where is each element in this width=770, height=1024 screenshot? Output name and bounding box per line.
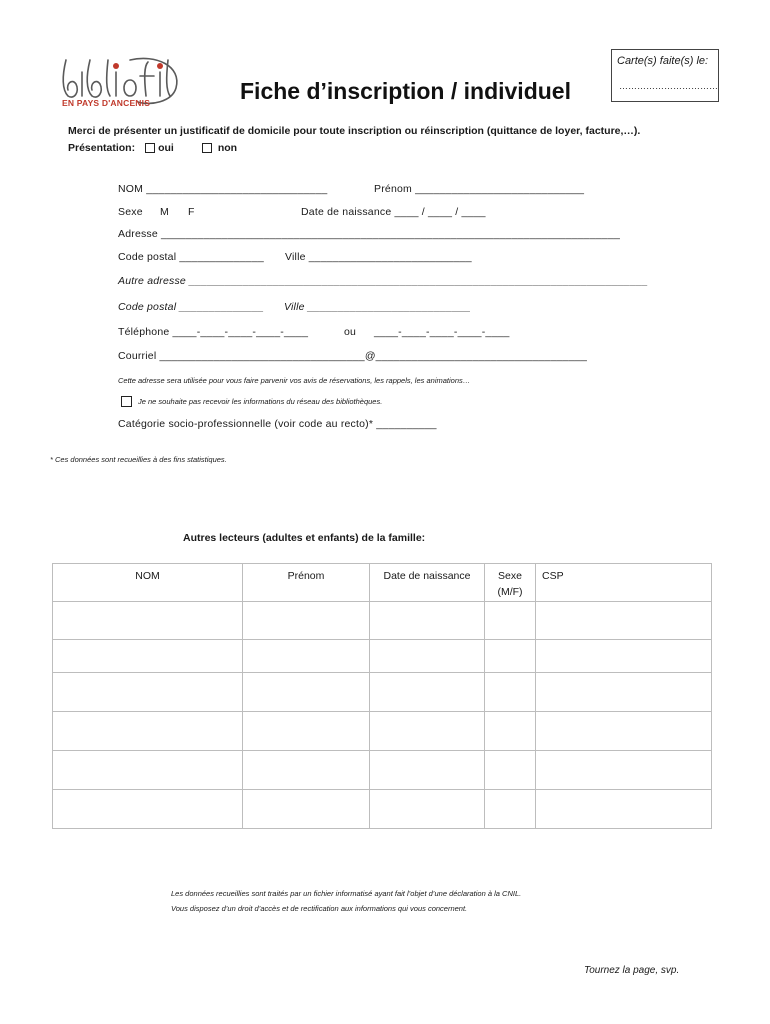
members-heading: Autres lecteurs (adultes et enfants) de la famille: xyxy=(183,532,426,544)
checkbox-icon[interactable] xyxy=(121,396,132,407)
presentation-yes-label: oui xyxy=(158,142,174,154)
table-cell[interactable] xyxy=(485,751,536,790)
table-cell[interactable] xyxy=(536,640,712,673)
presentation-no-label: non xyxy=(217,142,238,154)
email-usage-note: Cette adresse sera utilisée pour vous faire parvenir vos avis de réservations, les rappels, les animations… xyxy=(118,376,471,385)
table-cell[interactable] xyxy=(485,712,536,751)
col-header-sexe-sub: (M/F) xyxy=(497,586,523,598)
statistics-note: * Ces données sont recueillies à des fins statistiques. xyxy=(50,455,227,464)
table-cell[interactable] xyxy=(536,673,712,712)
table-row xyxy=(53,712,712,751)
autre-adresse-field[interactable]: Autre adresse ____________________________________________________________________________ xyxy=(118,275,649,287)
intro-text: Merci de présenter un justificatif de domicile pour toute inscription ou réinscription (quittance de loyer, facture,…). xyxy=(68,125,641,137)
prenom-field[interactable]: Prénom ____________________________ xyxy=(374,183,585,195)
col-header-csp: CSP xyxy=(536,564,712,602)
presentation-label: Présentation: xyxy=(68,142,136,154)
table-cell[interactable] xyxy=(53,602,243,640)
table-cell[interactable] xyxy=(485,673,536,712)
table-cell[interactable] xyxy=(485,640,536,673)
col-header-prenom: Prénom xyxy=(243,564,370,602)
table-cell[interactable] xyxy=(243,673,370,712)
courriel-field[interactable]: Courriel __________________________________@___________________________________ xyxy=(118,350,588,362)
telephone-or-label: ou xyxy=(344,326,357,338)
table-row xyxy=(53,602,712,640)
checkbox-icon[interactable] xyxy=(202,143,212,153)
adresse-field[interactable]: Adresse ____________________________________________________________________________ xyxy=(118,228,621,240)
card-issued-label: Carte(s) faite(s) le: xyxy=(617,55,709,67)
table-row xyxy=(53,751,712,790)
sexe-label: Sexe xyxy=(118,206,143,218)
table-row xyxy=(53,790,712,829)
logo-subtitle: EN PAYS D'ANCENIS xyxy=(62,98,151,108)
sexe-m-option[interactable]: M xyxy=(160,206,169,218)
table-cell[interactable] xyxy=(370,602,485,640)
table-cell[interactable] xyxy=(243,640,370,673)
card-issued-box xyxy=(611,49,719,102)
table-cell[interactable] xyxy=(536,751,712,790)
categorie-field[interactable]: Catégorie socio-professionnelle (voir code au recto)* __________ xyxy=(118,418,437,430)
table-cell[interactable] xyxy=(370,673,485,712)
table-cell[interactable] xyxy=(53,712,243,751)
members-table xyxy=(52,563,712,829)
card-issued-date-field[interactable]: …………………………… xyxy=(619,81,718,91)
table-cell[interactable] xyxy=(53,790,243,829)
table-cell[interactable] xyxy=(536,712,712,751)
checkbox-icon[interactable] xyxy=(145,143,155,153)
table-cell[interactable] xyxy=(485,602,536,640)
telephone-field[interactable]: Téléphone ____-____-____-____-____ xyxy=(118,326,309,338)
code-postal-field[interactable]: Code postal ______________ xyxy=(118,251,264,263)
optout-label: Je ne souhaite pas recevoir les informations du réseau des bibliothèques. xyxy=(138,397,383,406)
table-cell[interactable] xyxy=(243,790,370,829)
presentation-row xyxy=(68,142,237,154)
table-cell[interactable] xyxy=(243,751,370,790)
sexe-f-option[interactable]: F xyxy=(188,206,195,218)
cnil-line-2: Vous disposez d’un droit d’accès et de rectification aux informations qui vous concernent. xyxy=(171,904,468,913)
table-cell[interactable] xyxy=(243,602,370,640)
optout-row[interactable] xyxy=(121,396,382,407)
cnil-notice xyxy=(171,886,521,916)
telephone-2-field[interactable]: ____-____-____-____-____ xyxy=(374,326,510,338)
table-row xyxy=(53,673,712,712)
page-title: Fiche d’inscription / individuel xyxy=(240,78,571,104)
table-cell[interactable] xyxy=(370,751,485,790)
col-header-sexe xyxy=(485,564,536,602)
col-header-naissance: Date de naissance xyxy=(370,564,485,602)
table-cell[interactable] xyxy=(243,712,370,751)
members-header-row xyxy=(53,564,712,602)
ville-field[interactable]: Ville ___________________________ xyxy=(285,251,472,263)
table-row xyxy=(53,640,712,673)
presentation-option-no[interactable] xyxy=(202,142,237,154)
col-header-nom: NOM xyxy=(53,564,243,602)
table-cell[interactable] xyxy=(53,640,243,673)
table-cell[interactable] xyxy=(536,790,712,829)
nom-field[interactable]: NOM ______________________________ xyxy=(118,183,328,195)
table-cell[interactable] xyxy=(53,751,243,790)
table-cell[interactable] xyxy=(370,640,485,673)
birthdate-field[interactable]: Date de naissance ____ / ____ / ____ xyxy=(301,206,486,218)
cnil-line-1: Les données recueillies sont traités par un fichier informatisé ayant fait l’objet d’une déclaration à la CNIL. xyxy=(171,889,522,898)
col-header-sexe-label: Sexe xyxy=(498,570,522,582)
table-cell[interactable] xyxy=(53,673,243,712)
code-postal-2-field[interactable]: Code postal ______________ xyxy=(118,301,264,313)
table-cell[interactable] xyxy=(536,602,712,640)
table-cell[interactable] xyxy=(370,712,485,751)
presentation-option-yes[interactable] xyxy=(145,142,202,154)
ville-2-field[interactable]: Ville ___________________________ xyxy=(284,301,471,313)
turn-page-note: Tournez la page, svp. xyxy=(584,965,680,976)
table-cell[interactable] xyxy=(370,790,485,829)
table-cell[interactable] xyxy=(485,790,536,829)
